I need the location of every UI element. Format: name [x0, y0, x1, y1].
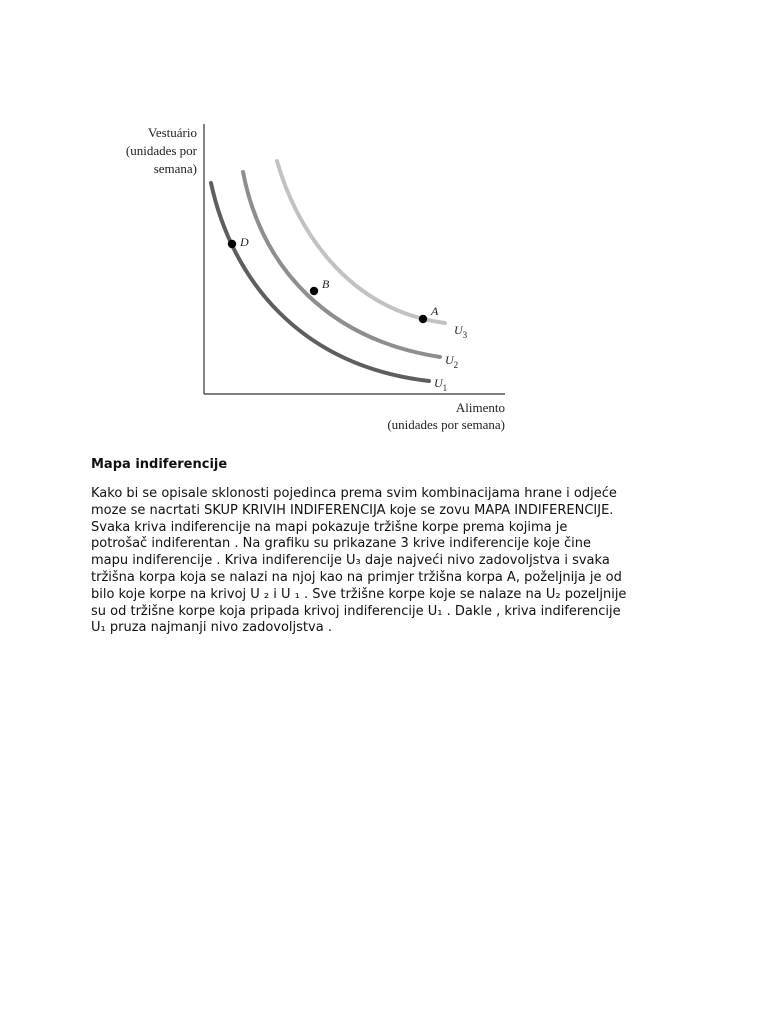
paragraph-line: Kako bi se opisale sklonosti pojedinca prema svim kombinacijama hrane i odjeće	[91, 486, 617, 501]
paragraph-line: moze se nacrtati SKUP KRIVIH INDIFERENCIJA koje se zovu MAPA INDIFERENCIJE.	[91, 502, 614, 518]
body-paragraph	[91, 486, 691, 637]
x-axis-label	[387, 400, 505, 432]
y-axis-label-line-2: (unidades por	[125, 143, 197, 158]
paragraph-line: U₁ pruza najmanji nivo zadovoljstva .	[91, 620, 332, 636]
point-a-marker	[419, 315, 427, 323]
y-axis-label	[126, 125, 198, 176]
paragraph-line: potrošač indiferentan . Na grafiku su prikazane 3 krive indiferencije koje čine	[91, 536, 592, 552]
paragraph-line: tržišna korpa koja se nalazi na njoj kao na primjer tržišna korpa A, poželjnija je od	[91, 569, 622, 585]
indifference-curve-u3	[277, 161, 445, 323]
curve-label-u2	[445, 353, 458, 370]
text-section	[91, 456, 691, 637]
paragraph-line: mapu indiferencije . Kriva indiferencije U₃ daje najveći nivo zadovoljstva i svaka	[91, 553, 610, 569]
curve-label-u3	[454, 323, 468, 340]
point-b-marker	[310, 287, 318, 295]
point-d-label: D	[240, 235, 249, 249]
point-d-marker	[228, 240, 236, 248]
paragraph-line: su od tržišne korpe koja pripada krivoj indiferencije U₁ . Dakle , kriva indiferencije	[91, 603, 621, 619]
point-a-label: A	[431, 304, 439, 318]
curve-label-u3-name: U	[454, 323, 463, 337]
x-axis-label-line-2: (unidades por semana)	[387, 417, 505, 432]
curve-label-u2-name: U	[445, 353, 454, 367]
indifference-curve-u1	[211, 183, 429, 381]
y-axis-label-line-1: Vestuário	[147, 125, 197, 140]
paragraph-line: bilo koje korpe na krivoj U ₂ i U ₁ . Sve tržišne korpe koje se nalaze na U₂ pozeljnije	[91, 586, 627, 602]
point-b-label: B	[322, 277, 330, 291]
curve-label-u3-sub: 3	[462, 330, 468, 340]
section-heading: Mapa indiferencije	[91, 457, 228, 472]
curve-label-u1-sub: 1	[442, 383, 448, 393]
curve-label-u1-name: U	[434, 376, 443, 390]
curve-label-u2-sub: 2	[453, 360, 459, 370]
curve-label-u1	[434, 376, 447, 393]
paragraph-line: Svaka kriva indiferencije na mapi pokazuje tržišne korpe prema kojima je	[91, 519, 568, 535]
y-axis-label-line-3: semana)	[153, 161, 197, 176]
x-axis-label-line-1: Alimento	[455, 400, 505, 415]
indifference-curve-u2	[243, 172, 440, 357]
indifference-map-figure	[0, 0, 768, 450]
